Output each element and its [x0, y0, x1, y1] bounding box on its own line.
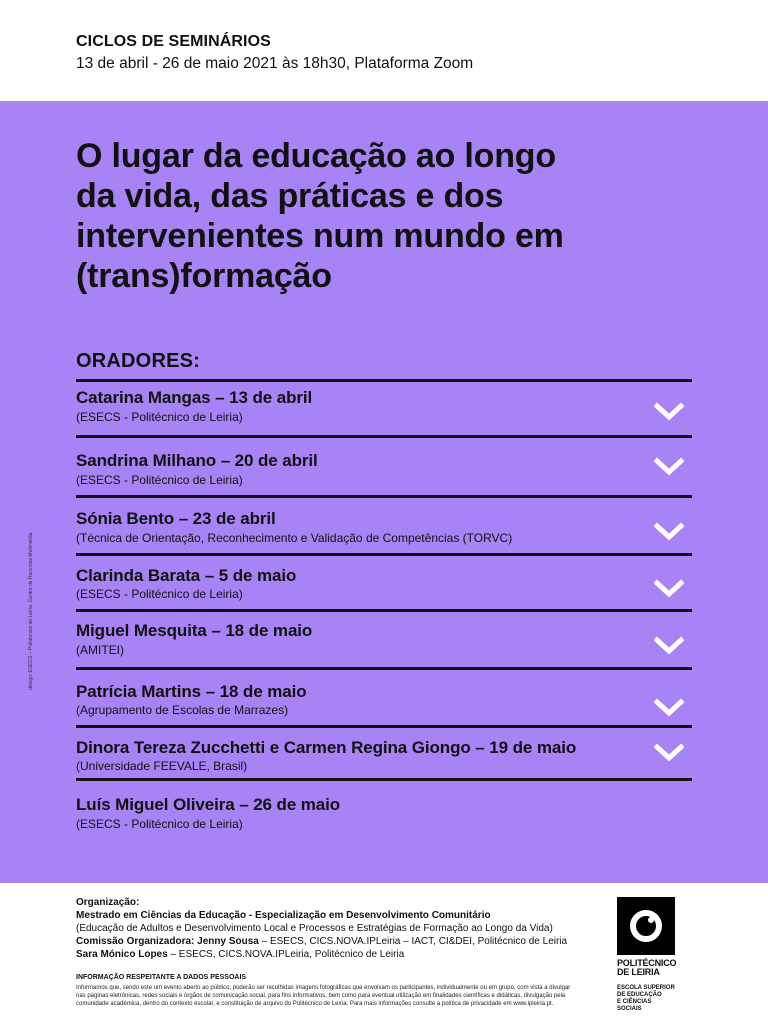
- committee-affiliation: – ESECS, CICS.NOVA.IPLeiria – IACT, CI&DEI, Politécnico de Leiria: [258, 936, 568, 947]
- design-credit: design: ESECS – Politécnico de Leiria, Centro de Recursos Multimédia: [28, 532, 34, 690]
- logo-school: [617, 985, 675, 1013]
- chevron-down-icon[interactable]: [654, 698, 684, 718]
- committee-label: Comissão Organizadora: Jenny Sousa: [76, 936, 259, 947]
- speaker-affiliation: (ESECS - Politécnico de Leiria): [76, 410, 243, 424]
- speaker-item: [76, 778, 692, 838]
- series-dates: 13 de abril - 26 de maio 2021 às 18h30, Plataforma Zoom: [76, 55, 474, 72]
- committee-line: [76, 935, 596, 948]
- header: [76, 33, 473, 73]
- speaker-name: Miguel Mesquita – 18 de maio: [76, 621, 313, 640]
- speaker-name: Catarina Mangas – 13 de abril: [76, 388, 313, 407]
- title-line: intervenientes num mundo em: [76, 217, 564, 255]
- title-line: da vida, das práticas e dos: [76, 177, 504, 215]
- politecnico-logo: [617, 897, 675, 1013]
- speaker-affiliation: (Universidade FEEVALE, Brasil): [76, 759, 248, 773]
- chevron-down-icon[interactable]: [654, 636, 684, 656]
- org-line: (Educação de Adultos e Desenvolvimento Local e Processos e Estratégias de Formação ao Longo da Vida): [76, 923, 553, 934]
- speaker-item[interactable]: [76, 553, 692, 609]
- committee-member: Sara Mónico Lopes: [76, 949, 168, 960]
- speaker-affiliation: (Agrupamento de Escolas de Marrazes): [76, 703, 289, 717]
- page-title: [76, 136, 676, 296]
- speaker-affiliation: (ESECS - Politécnico de Leiria): [76, 473, 243, 487]
- chevron-down-icon[interactable]: [654, 402, 684, 422]
- chevron-down-icon[interactable]: [654, 743, 684, 763]
- speaker-name: Patrícia Martins – 18 de maio: [76, 682, 307, 701]
- speaker-name: Luís Miguel Oliveira – 26 de maio: [76, 795, 341, 814]
- speaker-name: Sandrina Milhano – 20 de abril: [76, 451, 318, 470]
- committee-line: [76, 948, 596, 961]
- title-line: O lugar da educação ao longo: [76, 137, 556, 175]
- logo-name: [617, 959, 675, 977]
- speaker-item[interactable]: [76, 725, 692, 780]
- title-line: (trans)formação: [76, 257, 332, 295]
- speaker-affiliation: (ESECS - Politécnico de Leiria): [76, 587, 243, 601]
- logo-mark-icon: [617, 897, 675, 955]
- logo-school-line: ESCOLA SUPERIOR: [617, 985, 675, 991]
- speaker-affiliation: (Técnica de Orientação, Reconhecimento e Validação de Competências (TORVC): [76, 531, 513, 545]
- speakers-heading: ORADORES:: [76, 350, 201, 372]
- speaker-item[interactable]: [76, 495, 692, 553]
- speaker-name: Clarinda Barata – 5 de maio: [76, 566, 297, 585]
- logo-school-line: DE EDUCAÇÃO: [617, 992, 662, 998]
- logo-school-line: E CIÊNCIAS SOCIAIS: [617, 999, 652, 1012]
- speaker-name: Dinora Tereza Zucchetti e Carmen Regina Giongo – 19 de maio: [76, 738, 577, 757]
- series-title: CICLOS DE SEMINÁRIOS: [76, 33, 271, 50]
- org-line: Mestrado em Ciências da Educação - Especialização em Desenvolvimento Comunitário: [76, 910, 491, 921]
- speaker-item[interactable]: [76, 379, 692, 435]
- speaker-affiliation: (ESECS - Politécnico de Leiria): [76, 817, 243, 831]
- speaker-affiliation: (AMITEI): [76, 643, 124, 657]
- org-label: Organização:: [76, 897, 140, 908]
- logo-name-line: POLITÉCNICO: [617, 958, 677, 968]
- speaker-name: Sónia Bento – 23 de abril: [76, 509, 276, 528]
- privacy-text: Informamos que, sendo este um evento aberto ao público, poderão ser recolhidas imagens fotográficas que envolvam os participantes, individualmente ou em grupo, com vista a divulgar nas páginas eletrónicas, redes sociais e órgãos de comunicação social, para fins informativos, bem como para eventual utilização em finalidades científicas e didáticas, divulgação pela comunidade académica, dentro do contexto escolar, e constituição de arquivo do Politécnico de Leiria. Para mais informações consulte a política de privacidade em www.ipleiria.pt.: [76, 985, 571, 1007]
- logo-name-line: DE LEIRIA: [617, 967, 660, 977]
- footer: [76, 896, 596, 1008]
- chevron-down-icon[interactable]: [654, 457, 684, 477]
- speaker-item[interactable]: [76, 435, 692, 495]
- speaker-item[interactable]: [76, 667, 692, 725]
- privacy-title: INFORMAÇÃO RESPEITANTE A DADOS PESSOAIS: [76, 974, 247, 981]
- speaker-item[interactable]: [76, 609, 692, 667]
- chevron-down-icon[interactable]: [654, 579, 684, 599]
- committee-affiliation: – ESECS, CICS.NOVA.IPLeiria, Politécnico de Leiria: [167, 949, 405, 960]
- chevron-down-icon[interactable]: [654, 522, 684, 542]
